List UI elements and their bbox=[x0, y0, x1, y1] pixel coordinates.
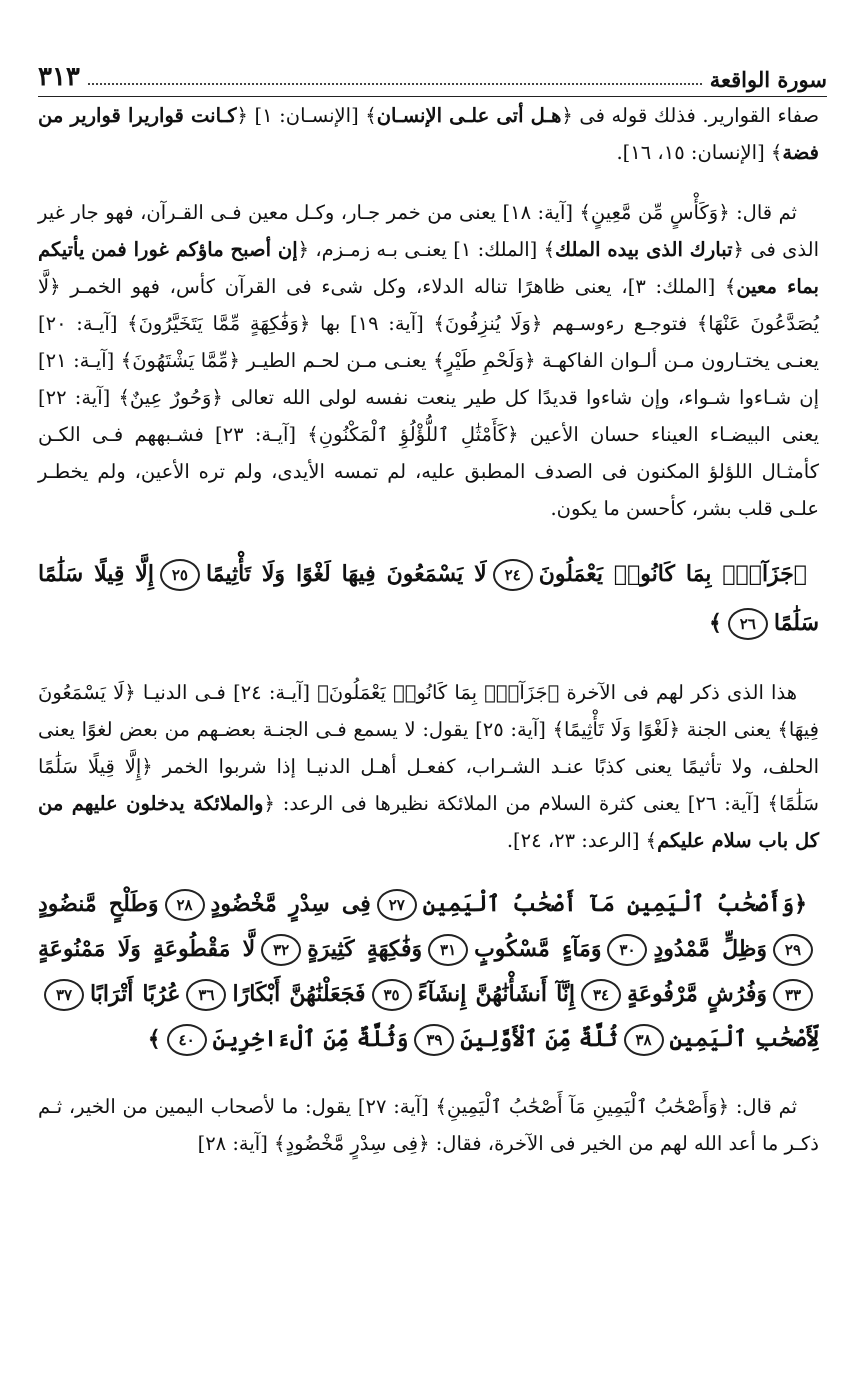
verse-text: وَظِلٍّ مَّمْدُودٍ bbox=[653, 936, 767, 962]
verse-number-marker: ٢٥ bbox=[160, 559, 200, 591]
text-run: هذا الذى ذكر لهم فى الآخرة ﴿جَزَآءَۢ بِمَا كَانُوا۟ يَعْمَلُونَ﴾ [آيـة: ٢٤] فـى الدنيـا ﴿لَا يَسْمَعُونَ فِيهَا﴾ يعنى الجنة ﴿لَغْوًا وَلَا تَأْثِيمًا﴾ [آية: ٢٥] يقول: لا يسمع فـى الجنـة بعضـهم من بعض لغوًا يعنى الحلف، ولا تأثيمًا يعنى كذبًا عنـد الشـراب، كفعـل أهـل الدنيـا إذا شربوا الخمر ﴿إِلَّا قِيلًا سَلَٰمًا سَلَٰمًا﴾ [آية: ٢٦] يعنى كثرة السلام من الملائكة نظيرها فى الرعد: ﴿ bbox=[38, 681, 820, 815]
quote-bold: هـل أتى علـى الإنسـان bbox=[376, 104, 562, 127]
commentary-paragraph-2 bbox=[38, 194, 819, 527]
verse-number-marker: ٣٤ bbox=[581, 979, 621, 1011]
verse-text: وَفَٰكِهَةٍ كَثِيرَةٍ bbox=[307, 936, 423, 962]
verse-text: ﴾ bbox=[147, 1026, 161, 1052]
page-header bbox=[38, 52, 827, 97]
text-run: ﴾ [الملك: ٣]، يعنى ظاهرًا تناله الدلاء، وكل شىء فى القرآن كأس، فهو الخمـر ﴿لَّا يُصَدَّعُونَ عَنْهَا﴾ فتوجـع رءوسـهم ﴿وَلَا يُنزِفُونَ﴾ [آية: ١٩] بها ﴿وَفَٰكِهَةٍ مِّمَّا يَتَخَيَّرُونَ﴾ [آيـة: ٢٠] يعنـى يختـارون مـن ألـوان الفاكهـة ﴿وَلَحْمِ طَيْرٍ﴾ يعنـى مـن لحـم الطيـر ﴿مِّمَّا يَشْتَهُونَ﴾ [آيـة: ٢١] إن شـاءوا شـواء، وإن شاءوا قديدًا كل طير ينعت نفسه لولى الله تعالى ﴿وَحُورٌ عِينٌ﴾ [آية: ٢٢] يعنى البيضـاء العيناء حسان الأعين ﴿كَأَمْثَٰلِ ٱللُّؤْلُؤِ ٱلْمَكْنُونِ﴾ [آيـة: ٢٣] فشـبههم فـى الكـن كأمثـال اللؤلؤ المكنون فى الصدف المطبق عليه، لم تمسه الأيدى، ولم تره الأعين، ولم يخطـر علـى قلب بشر، كأحسن ما يكون. bbox=[38, 275, 820, 520]
commentary-paragraph-4 bbox=[38, 1088, 819, 1162]
surah-title: سورة الواقعة bbox=[709, 67, 827, 92]
verse-text: وَفُرُشٍ مَّرْفُوعَةٍ bbox=[627, 981, 767, 1007]
verse-number-marker: ٣٦ bbox=[186, 979, 226, 1011]
quote-bold: تبارك الذى بيده الملك bbox=[555, 238, 733, 261]
verse-text: فَجَعَلْنَٰهُنَّ أَبْكَارًا bbox=[232, 981, 366, 1007]
verse-text: عُرُبًا أَتْرَابًا bbox=[90, 981, 181, 1007]
quran-verses-27-40 bbox=[38, 882, 819, 1062]
verse-text: وَثُلَّةٌ مِّنَ ٱلْءَاخِرِينَ bbox=[212, 1026, 409, 1052]
verse-text: ﴾ bbox=[708, 610, 722, 636]
verse-text: لِّأَصْحَٰبِ ٱلْيَمِينِ bbox=[669, 1026, 819, 1052]
verse-number-marker: ٢٦ bbox=[728, 608, 768, 640]
verse-number-marker: ٤٠ bbox=[167, 1024, 207, 1056]
text-run: ثم قال: ﴿وَأَصْحَٰبُ ٱلْيَمِينِ مَآ أَصْحَٰبُ ٱلْيَمِينِ﴾ [آية: ٢٧] يقول: ما لأصحاب اليمين من الخير، ثـم ذكـر ما أعد الله لهم من الخير فى الآخرة، فقال: ﴿فِى سِدْرٍ مَّخْضُودٍ﴾ [آية: ٢٨] bbox=[38, 1095, 819, 1155]
quote-bold: كـانت قواريرا قوارير من فضة bbox=[38, 104, 819, 164]
verse-number-marker: ٢٧ bbox=[377, 889, 417, 921]
text-run: ﴾ [الرعد: ٢٣، ٢٤]. bbox=[506, 829, 658, 852]
verse-number-marker: ٣٠ bbox=[607, 934, 647, 966]
quote-bold: والملائكة يدخلون عليهم من كل باب سلام عليكم bbox=[38, 792, 819, 852]
verse-number-marker: ٣٢ bbox=[261, 934, 301, 966]
verse-number-marker: ٣٩ bbox=[414, 1024, 454, 1056]
verse-text: وَمَآءٍ مَّسْكُوبٍ bbox=[474, 936, 602, 962]
verse-number-marker: ٣٥ bbox=[372, 979, 412, 1011]
verse-number-marker: ٢٨ bbox=[165, 889, 205, 921]
quote-bold: إن أصبح ماؤكم غورا فمن يأتيكم بماء معين bbox=[38, 238, 819, 298]
commentary-paragraph-1 bbox=[38, 97, 819, 171]
text-run: ﴾ [الملك: ١] يعنـى بـه زمـزم، ﴿ bbox=[297, 238, 556, 261]
text-run: ﴾ [الإنسان: ١٥، ١٦]. bbox=[616, 141, 783, 164]
verse-number-marker: ٢٤ bbox=[493, 559, 533, 591]
verse-text: ثُلَّةٌ مِّنَ ٱلْأَوَّلِينَ bbox=[460, 1026, 618, 1052]
page-number: ٣١٣ bbox=[38, 62, 80, 92]
quran-verses-24-26 bbox=[38, 550, 819, 648]
verse-text: لَا يَسْمَعُونَ فِيهَا لَغْوًا وَلَا تَأْثِيمًا bbox=[205, 561, 487, 587]
verse-text: ﴿جَزَآءَۢ بِمَا كَانُوا۟ يَعْمَلُونَ bbox=[538, 561, 807, 587]
text-run: صفاء القوارير. فذلك قوله فى ﴿ bbox=[561, 104, 819, 127]
verse-text: إِلَّا قِيلًا سَلَٰمًا سَلَٰمًا bbox=[38, 561, 819, 636]
verse-number-marker: ٣١ bbox=[428, 934, 468, 966]
verse-text: وَطَلْحٍ مَّنضُودٍ bbox=[38, 891, 159, 917]
verse-number-marker: ٣٧ bbox=[44, 979, 84, 1011]
text-run: ثم قال: ﴿وَكَأْسٍ مِّن مَّعِينٍ﴾ [آية: ١٨] يعنى من خمر جـار، وكـل معين فـى القـرآن، فهو جار غير الذى فى ﴿ bbox=[38, 201, 819, 261]
verse-number-marker: ٢٩ bbox=[773, 934, 813, 966]
verse-text: فِى سِدْرٍ مَّخْضُودٍ bbox=[210, 891, 371, 917]
verse-number-marker: ٣٣ bbox=[773, 979, 813, 1011]
header-dotted-leader bbox=[88, 82, 702, 85]
verse-text: لَّا مَقْطُوعَةٍ وَلَا مَمْنُوعَةٍ bbox=[38, 936, 256, 962]
commentary-paragraph-3 bbox=[38, 674, 819, 859]
page-body bbox=[38, 97, 819, 1185]
text-run: ﴾ [الإنسـان: ١] ﴿ bbox=[236, 104, 377, 127]
verse-number-marker: ٣٨ bbox=[624, 1024, 664, 1056]
verse-text: إِنَّآ أَنشَأْنَٰهُنَّ إِنشَآءً bbox=[417, 981, 576, 1007]
verse-text: ﴿وَأَصْحَٰبُ ٱلْيَمِينِ مَآ أَصْحَٰبُ ٱلْيَمِينِ bbox=[422, 891, 807, 917]
